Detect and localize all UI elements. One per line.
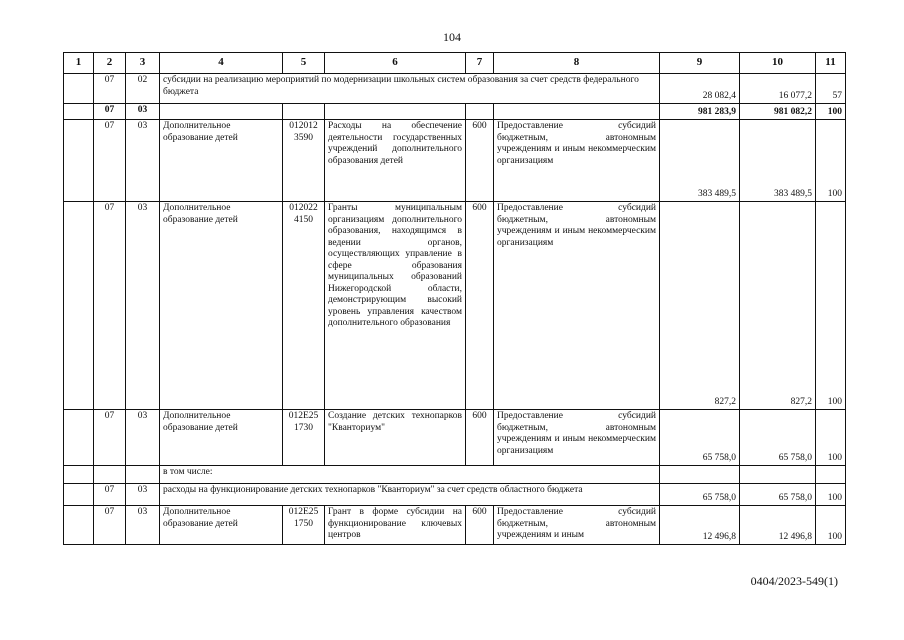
document-code: 0404/2023-549(1) [750, 574, 838, 588]
execution-percent: 100 [816, 120, 846, 202]
expense-type-name-text: Предоставление субсидий бюджетным, автономным учреждениям и иным [497, 507, 656, 540]
target-article-name-text: Грант в форме субсидии на функционирование ключевых центров [328, 507, 462, 540]
header-cell: 9 [660, 53, 740, 74]
executed-amount: 981 082,2 [740, 104, 816, 120]
planned-amount: 65 758,0 [660, 410, 740, 466]
row-number-cell [64, 410, 94, 466]
empty-cell [126, 466, 160, 484]
subsection-code: 03 [126, 104, 160, 120]
empty-cell [816, 466, 846, 484]
table-row [64, 120, 846, 202]
header-cell: 8 [494, 53, 660, 74]
row-description: расходы на функционирование детских технопарков "Кванториум" за счет средств областного бюджета [160, 484, 660, 506]
execution-percent: 100 [816, 104, 846, 120]
expense-type-code: 600 [466, 410, 494, 466]
budget-table [63, 52, 846, 545]
empty-cell [466, 104, 494, 120]
header-cell: 5 [283, 53, 325, 74]
table-row [64, 410, 846, 466]
header-cell: 4 [160, 53, 283, 74]
planned-amount: 383 489,5 [660, 120, 740, 202]
table-row [64, 466, 846, 484]
execution-percent: 100 [816, 506, 846, 545]
expense-type-name: Предоставление субсидий бюджетным, автономным учреждениям и иным некоммерческим организациям [494, 202, 660, 410]
execution-percent: 57 [816, 74, 846, 104]
subsection-code: 02 [126, 74, 160, 104]
section-name: Дополнительное образование детей [160, 410, 283, 466]
target-article-name: Создание детских технопарков "Кванториум" [325, 410, 466, 466]
execution-percent: 100 [816, 484, 846, 506]
empty-cell [660, 466, 740, 484]
executed-amount: 12 496,8 [740, 506, 816, 545]
target-article-name: Расходы на обеспечение деятельности государственных учреждений дополнительного образования детей [325, 120, 466, 202]
row-number-cell [64, 74, 94, 104]
page-number: 104 [443, 30, 461, 44]
table-row [64, 202, 846, 410]
row-description: субсидии на реализацию мероприятий по модернизации школьных систем образования за счет средств федерального бюджета [160, 74, 660, 104]
section-name: Дополнительное образование детей [160, 120, 283, 202]
row-description: в том числе: [160, 466, 660, 484]
section-code: 07 [94, 104, 126, 120]
header-cell: 6 [325, 53, 466, 74]
expense-type-code: 600 [466, 120, 494, 202]
empty-cell [160, 104, 283, 120]
planned-amount: 12 496,8 [660, 506, 740, 545]
target-article-code: 012012 3590 [283, 120, 325, 202]
section-code: 07 [94, 202, 126, 410]
subsection-code: 03 [126, 410, 160, 466]
planned-amount: 65 758,0 [660, 484, 740, 506]
target-article-code [283, 506, 325, 545]
planned-amount: 28 082,4 [660, 74, 740, 104]
subtotal-row [64, 104, 846, 120]
target-article-code-text: 012E25 1750 [288, 507, 319, 529]
executed-amount: 827,2 [740, 202, 816, 410]
expense-type-name: Предоставление субсидий бюджетным, автономным учреждениям и иным некоммерческим организациям [494, 120, 660, 202]
expense-type-name [494, 506, 660, 545]
row-number-cell [64, 466, 94, 484]
header-cell: 7 [466, 53, 494, 74]
section-code: 07 [94, 74, 126, 104]
empty-cell [494, 104, 660, 120]
table-row [64, 506, 846, 545]
row-number-cell [64, 484, 94, 506]
expense-type-code: 600 [466, 202, 494, 410]
header-cell: 10 [740, 53, 816, 74]
execution-percent: 100 [816, 410, 846, 466]
subsection-code: 03 [126, 120, 160, 202]
expense-type-code: 600 [466, 506, 494, 545]
row-number-cell [64, 120, 94, 202]
subsection-code: 03 [126, 506, 160, 545]
section-name: Дополнительное образование детей [160, 202, 283, 410]
subsection-code: 03 [126, 202, 160, 410]
executed-amount: 65 758,0 [740, 410, 816, 466]
table-row [64, 74, 846, 104]
header-cell: 3 [126, 53, 160, 74]
section-name [160, 506, 283, 545]
row-number-cell [64, 104, 94, 120]
table-header-row [64, 53, 846, 74]
section-code: 07 [94, 484, 126, 506]
header-cell: 11 [816, 53, 846, 74]
header-cell: 2 [94, 53, 126, 74]
executed-amount: 16 077,2 [740, 74, 816, 104]
expense-type-name: Предоставление субсидий бюджетным, автономным учреждениям и иным некоммерческим организациям [494, 410, 660, 466]
header-cell: 1 [64, 53, 94, 74]
empty-cell [325, 104, 466, 120]
section-code: 07 [94, 410, 126, 466]
target-article-code: 012022 4150 [283, 202, 325, 410]
section-name-text: Дополнительное образование детей [163, 507, 238, 529]
planned-amount: 827,2 [660, 202, 740, 410]
target-article-name [325, 506, 466, 545]
execution-percent: 100 [816, 202, 846, 410]
table-row [64, 484, 846, 506]
target-article-code: 012E25 1730 [283, 410, 325, 466]
executed-amount: 383 489,5 [740, 120, 816, 202]
executed-amount: 65 758,0 [740, 484, 816, 506]
empty-cell [283, 104, 325, 120]
planned-amount: 981 283,9 [660, 104, 740, 120]
empty-cell [94, 466, 126, 484]
target-article-name: Гранты муниципальным организациям дополнительного образования, находящимся в ведении органов, осуществляющих управление в сфере образования муниципальных образований Нижегородской области, демонстрирующим высокий уровень управления качеством дополнительного образования [325, 202, 466, 410]
section-code: 07 [94, 120, 126, 202]
empty-cell [740, 466, 816, 484]
section-code: 07 [94, 506, 126, 545]
row-number-cell [64, 506, 94, 545]
row-number-cell [64, 202, 94, 410]
subsection-code: 03 [126, 484, 160, 506]
